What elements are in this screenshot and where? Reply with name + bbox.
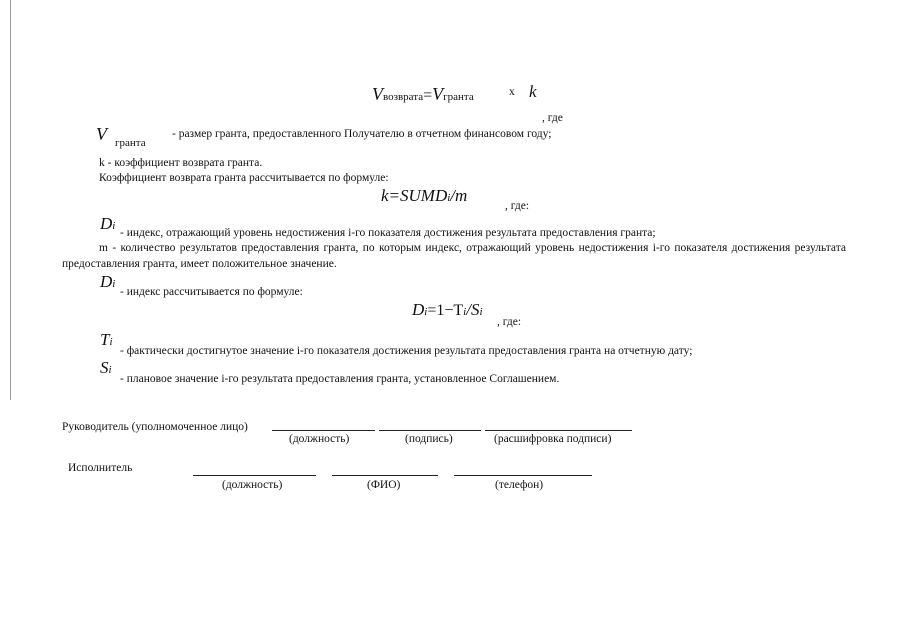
signature-line: [332, 475, 438, 476]
formula-expr-tail: /m: [450, 186, 468, 205]
def-symbol: V: [96, 124, 107, 144]
caption-position: (должность): [222, 479, 283, 491]
def-m-text: m - количество результатов предоставления гранта, по которым индекс, отражающий уровень недостижения i-го показателя достижения результата предоставления гранта, имеет положительное значение.: [62, 242, 846, 270]
caption-name: (расшифровка подписи): [494, 433, 612, 445]
formula-di: [412, 300, 483, 320]
formula-symbol: V: [432, 84, 444, 104]
formula-k-sum: [381, 186, 467, 206]
symbol: T: [100, 330, 110, 349]
symbol-subscript: i: [112, 278, 116, 290]
formula-symbol: D: [412, 300, 425, 319]
symbol-subscript: i: [108, 364, 112, 376]
def-symbol-sub: гранта: [115, 137, 146, 149]
formula-return-amount: [372, 84, 474, 105]
formula-where: , где:: [505, 200, 530, 212]
formula-operator: =: [423, 87, 433, 104]
signature-line: [454, 475, 592, 476]
formula-subscript: i: [447, 192, 451, 204]
formula-expr: /S: [466, 300, 480, 319]
left-margin-line: [10, 0, 11, 400]
caption-position: (должность): [289, 433, 350, 445]
formula-subscript: i: [479, 306, 483, 318]
caption-phone: (телефон): [495, 479, 544, 491]
def-di-text: - индекс, отражающий уровень недостижения i-го показателя достижения результата предоставления гранта;: [120, 227, 656, 239]
def-di-symbol: [100, 214, 115, 234]
head-label: Руководитель (уполномоченное лицо): [62, 421, 248, 433]
exec-label: Исполнитель: [68, 462, 133, 474]
formula-where: , где: [542, 112, 563, 124]
signature-line: [272, 430, 375, 431]
signature-line: [485, 430, 632, 431]
symbol-subscript: i: [109, 336, 113, 348]
formula-symbol: V: [372, 84, 383, 104]
def-vgrant-text: - размер гранта, предоставленного Получателю в отчетном финансовом году;: [172, 128, 552, 140]
caption-fio: (ФИО): [367, 479, 401, 491]
symbol: D: [100, 272, 113, 291]
formula-k: k: [529, 82, 537, 101]
signature-line: [379, 430, 481, 431]
def-di2-text: - индекс рассчитывается по формуле:: [120, 286, 303, 298]
def-ti-symbol: [100, 330, 113, 350]
def-di2-symbol: [100, 272, 115, 292]
formula-expr: k=SUMD: [381, 186, 448, 205]
formula-subscript: i: [463, 306, 467, 318]
symbol: D: [100, 214, 113, 233]
formula-subscript: i: [424, 306, 428, 318]
formula-subscript: гранта: [443, 91, 474, 103]
formula-where: , где:: [497, 316, 522, 328]
def-ti-text: - фактически достигнутое значение i-го показателя достижения результата предоставления гранта на отчетную дату;: [120, 345, 693, 357]
def-si-symbol: [100, 358, 112, 378]
formula-subscript: возврата: [383, 91, 424, 103]
def-si-text: - плановое значение i-го результата предоставления гранта, установленное Соглашением.: [120, 373, 560, 385]
symbol-subscript: i: [112, 220, 116, 232]
def-k-text: k - коэффициент возврата гранта.: [99, 157, 263, 169]
symbol: S: [100, 358, 109, 377]
formula-expr: =1−T: [427, 302, 464, 319]
formula-times: x: [509, 86, 515, 98]
k-intro-text: Коэффициент возврата гранта рассчитывается по формуле:: [99, 172, 389, 184]
signature-line: [193, 475, 316, 476]
caption-signature: (подпись): [405, 433, 453, 445]
